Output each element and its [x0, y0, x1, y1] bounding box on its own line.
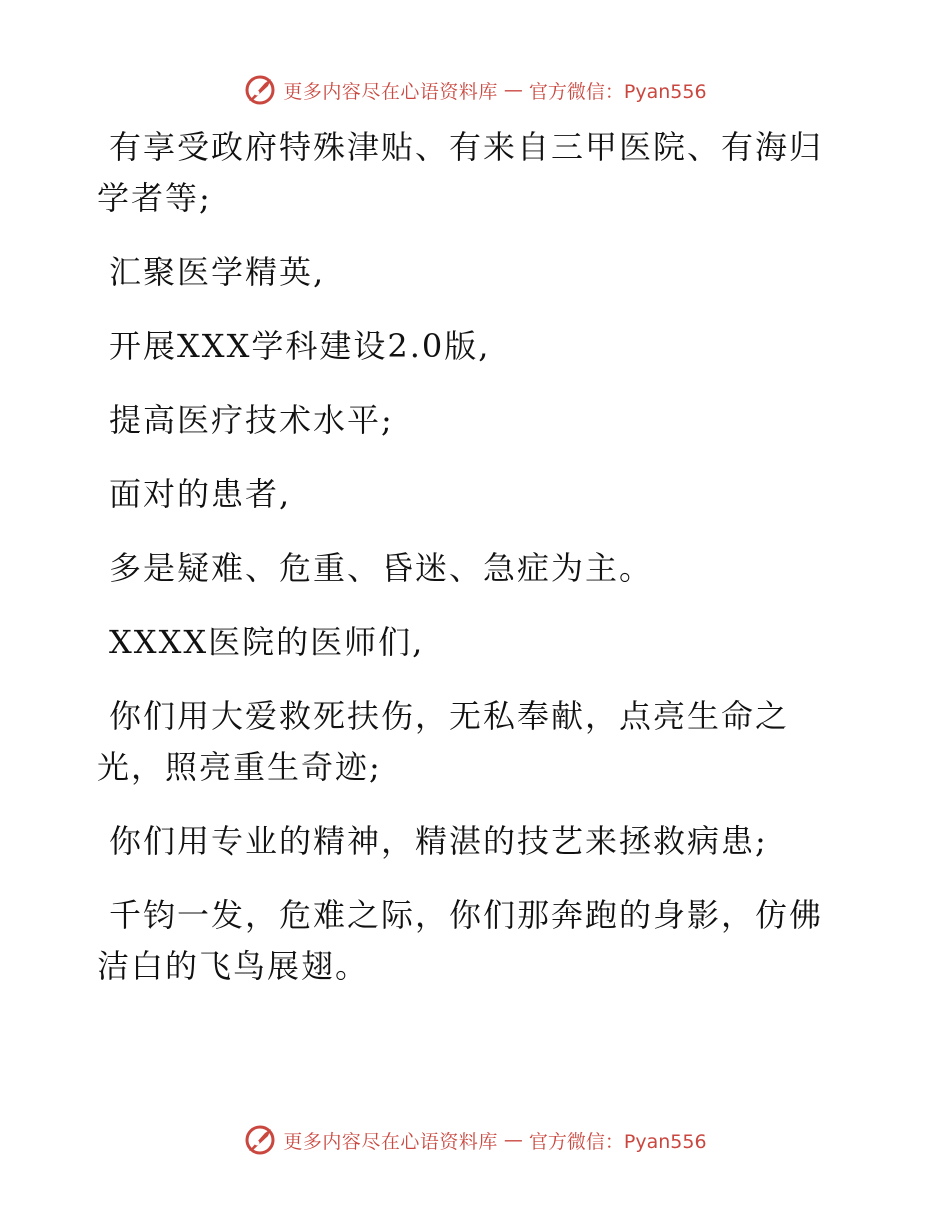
watermark-separator: —: [503, 1129, 523, 1151]
paragraph: 提高医疗技术水平;: [109, 401, 394, 439]
paragraph: 面对的患者,: [109, 475, 292, 513]
header-watermark: [0, 70, 950, 110]
watermark-wechat-text: 官方微信：Pyan556: [528, 80, 707, 103]
quill-pen-logo-icon: [243, 1123, 277, 1157]
paragraph: 千钧一发，危难之际，你们那奔跑的身影，仿佛洁白的飞鸟展翅。: [97, 896, 824, 985]
paragraph: 你们用专业的精神，精湛的技艺来拯救病患;: [109, 822, 768, 860]
paragraph: 有享受政府特殊津贴、有来自三甲医院、有海归学者等;: [97, 128, 824, 217]
paragraph: 多是疑难、危重、昏迷、急症为主。: [109, 549, 654, 587]
paragraph: XXXX医院的医师们,: [109, 623, 425, 661]
watermark-site-text: 更多内容尽在心语资料库: [283, 80, 498, 103]
footer-watermark: [0, 1120, 950, 1160]
watermark-site-text: 更多内容尽在心语资料库: [283, 1130, 498, 1153]
document-body: [97, 122, 837, 992]
paragraph: 开展XXX学科建设2.0版,: [109, 327, 491, 365]
paragraph: 你们用大爱救死扶伤，无私奉献，点亮生命之光，照亮重生奇迹;: [97, 697, 790, 786]
watermark-separator: —: [503, 79, 523, 101]
quill-pen-logo-icon: [243, 73, 277, 107]
paragraph: 汇聚医学精英,: [109, 253, 326, 291]
watermark-wechat-text: 官方微信：Pyan556: [528, 1130, 707, 1153]
